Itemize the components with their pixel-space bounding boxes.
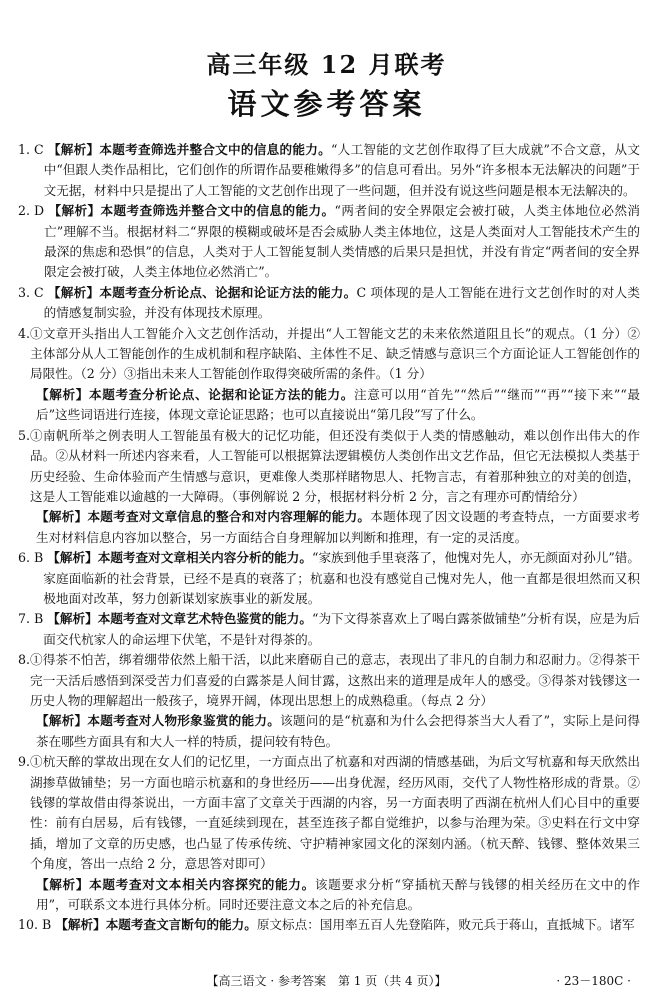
answer-number: 7. B [18, 611, 44, 627]
analysis-tag: 【解析】 [36, 713, 88, 729]
answer-text: ①杭天醉的掌故出现在女人们的记忆里，一方面点出了杭嘉和对西湖的情感基础，为后文写杭嘉和每天欣然出湖掺草做铺垫；另一方面也暗示杭嘉和的身世经历——出身优渥，经历风雨，交代了人物性格形成的背景。②钱镠的掌故借由得茶说出，一方面丰富了文章关于西湖的内容，另一方面表明了西湖在杭州人们心目中的重要性：前有白居易，后有钱镠，一直延续到现在，甚至连孩子都自觉维护，以参与治理为荣。③史料在行文中穿插，增加了文章的历史感，也凸显了传承传统、守护精神家园文化的深刻内涵。（杭天醉、钱镠、整体效果三个角度，答出一点给 2 分，意思答对即可） [30, 754, 640, 872]
answer-item-4 [18, 324, 640, 385]
analysis-text: “为下文得茶喜欢上了喝白露茶做铺垫”分析有误，应是为后面交代杭家人的命运埋下伏笔，不是针对得茶的。 [43, 611, 640, 647]
analysis-text: “人工智能的文艺创作取得了巨大成就”不合文意，从文中“但跟人类作品相比，它们创作的所谓作品要稚嫩得多”的信息可看出。另外“许多根本无法解决的问题”于文无据，材料中只是提出了人工智能的文艺创作出现了一些问题，但并没有说这些问题是根本无法解决的。 [43, 142, 640, 198]
analysis-focus: 本题考查对文章信息的整合和对内容理解的能力。 [87, 509, 371, 525]
analysis-tag: 【解析】 [47, 550, 98, 566]
answer-item-1 [18, 140, 640, 201]
page-footer [0, 972, 653, 992]
answer-item-6 [18, 548, 640, 609]
analysis-tag: 【解析】 [36, 386, 89, 402]
answer-text: ①南帆所举之例表明人工智能虽有极大的记忆功能，但还没有类似于人类的情感触动，难以创作出伟大的作品。②从材料一所述内容来看，人工智能可以根据算法逻辑模仿人类创作出文艺作品，但它无法模拟人类基于历史经验、生命体验而产生情感与意识，更难像人类那样睹物思人、托物言志，有着那种独立的对美的创造，这是人工智能难以逾越的一大障碍。（事例解说 2 分，根据材料分析 2 分，言之有理亦可酌情给分） [30, 427, 640, 504]
answer-text: ①文章开头指出人工智能介入文艺创作活动，并提出“人工智能文艺的未来依然道阻且长”的观点。（1 分）②主体部分从人工智能创作的生成机制和程序缺陷、主体性不足、缺乏情感与意识三个方面论证人工智能创作的局限性。（2 分）③指出未来人工智能创作取得突破所需的条件。（1 分） [30, 325, 640, 382]
answer-number: 3. C [18, 284, 44, 300]
answer-item-3 [18, 283, 640, 324]
analysis-tag: 【解析】 [47, 284, 100, 300]
answer-analysis-8 [18, 711, 640, 752]
answer-number: 8. [18, 652, 31, 668]
answer-item-7 [18, 609, 640, 650]
analysis-focus: 本题考查对文章艺术特色鉴赏的能力。 [97, 611, 312, 627]
analysis-text: 注意可以用“首先”“然后”“继而”“再”“接下来”“最后”这些词语进行连接，体现文章论证思路；也可以直接说出“第几段”写了什么。 [36, 386, 641, 423]
analysis-focus: 本题考查分析论点、论据和论证方法的能力。 [89, 386, 354, 402]
analysis-tag: 【解析】 [47, 611, 98, 627]
answer-item-5 [18, 426, 640, 508]
analysis-focus: 本题考查筛选并整合文中的信息的能力。 [99, 142, 331, 157]
analysis-text: “两者间的安全界限定会被打破，人类主体地位必然消亡”理解不当。根据材料二“界限的模糊或破坏是否会威胁人类主体地位，这是人类面对人工智能技术产生的最深的焦虑和恐惧”的信息，人类对于人工智能复制人类情感的后果只是担忧，并没有肯定“两者间的安全界限定会被打破，人类主体地位必然消亡”。 [44, 203, 640, 280]
footer-page-info: 【高三语文 · 参考答案 第 1 页（共 4 页）】 [206, 974, 447, 988]
answer-analysis-4 [18, 385, 640, 426]
analysis-focus: 本题考查对人物形象鉴赏的能力。 [87, 713, 281, 729]
answer-item-10 [18, 915, 640, 935]
answer-analysis-9 [18, 875, 640, 916]
analysis-focus: 本题考查分析论点、论据和论证方法的能力。 [99, 284, 357, 300]
analysis-tag: 【解析】 [55, 917, 106, 933]
answer-item-2 [18, 201, 640, 283]
answer-number: 5. [18, 427, 31, 443]
analysis-tag: 【解析】 [48, 203, 101, 219]
analysis-focus: 本题考查对文章相关内容分析的能力。 [97, 550, 312, 566]
analysis-text: 该题要求分析“穿插杭天醉与钱镠的相关经历在文中的作用”，可联系文本进行具体分析。同时还要注意文本之后的补充信息。 [36, 876, 641, 913]
analysis-text: C 项体现的是人工智能在进行文艺创作时的对人类的情感复制实验，并没有体现技术原理。 [43, 284, 641, 321]
footer-code: · 23－180C · [556, 974, 631, 988]
analysis-focus: 本题考查文言断句的能力。 [105, 917, 257, 933]
analysis-text: 该题问的是“杭嘉和为什么会把得茶当大人看了”，实际上是问得茶在哪些方面具有和大人一样的特质，提问较有特色。 [36, 713, 640, 749]
analysis-focus: 本题考查对文本相关内容探究的能力。 [89, 876, 315, 892]
answer-number: 6. B [18, 550, 44, 566]
answer-number: 9. [18, 754, 31, 770]
analysis-tag: 【解析】 [47, 142, 100, 157]
answer-item-9 [18, 752, 640, 874]
answer-number: 2. D [18, 203, 45, 219]
analysis-text: “家族到他手里衰落了，他愧对先人，亦无颜面对孙儿”错。家庭面临新的社会背景，已经不是真的衰落了；杭嘉和也没有感觉自己愧对先人，他一直都是很坦然而又积极地面对改革，努力创新谋划家族事业的新发展。 [43, 550, 640, 606]
analysis-text: 本题体现了因文设题的考查特点，一方面要求考生对材料信息内容加以整合，另一方面结合自身理解加以判断和推理，有一定的灵活度。 [36, 509, 641, 545]
analysis-tag: 【解析】 [36, 509, 88, 525]
analysis-focus: 本题考查筛选并整合文中的信息的能力。 [100, 203, 335, 219]
answer-text: ①得茶不怕苦，绑着绷带依然上船干活，以此来磨砺自己的意志，表现出了非凡的自制力和忍耐力。②得茶干完一天活后感悟到深受苦力们喜爱的白露茶是人间甘露，这熬出来的道理是成年人的感受。③得茶对钱镠这一历史人物的理解超出一般孩子，境界开阔，体现出思想上的成熟稳重。（每点 2 分） [30, 652, 640, 708]
answer-item-8 [18, 650, 640, 711]
answer-list [18, 140, 640, 936]
analysis-tag: 【解析】 [36, 876, 90, 892]
answer-number: 1. C [18, 142, 44, 157]
answer-number: 10. B [18, 917, 52, 933]
exam-title: 高三年级 12 月联考 [206, 50, 447, 79]
answer-number: 4. [18, 325, 31, 341]
answer-key-title: 语文参考答案 [227, 87, 426, 121]
answer-analysis-5 [18, 507, 640, 548]
analysis-text: 原文标点：国用率五百人先登陷阵，败元兵于蒋山，直抵城下。诸军 [256, 917, 635, 933]
